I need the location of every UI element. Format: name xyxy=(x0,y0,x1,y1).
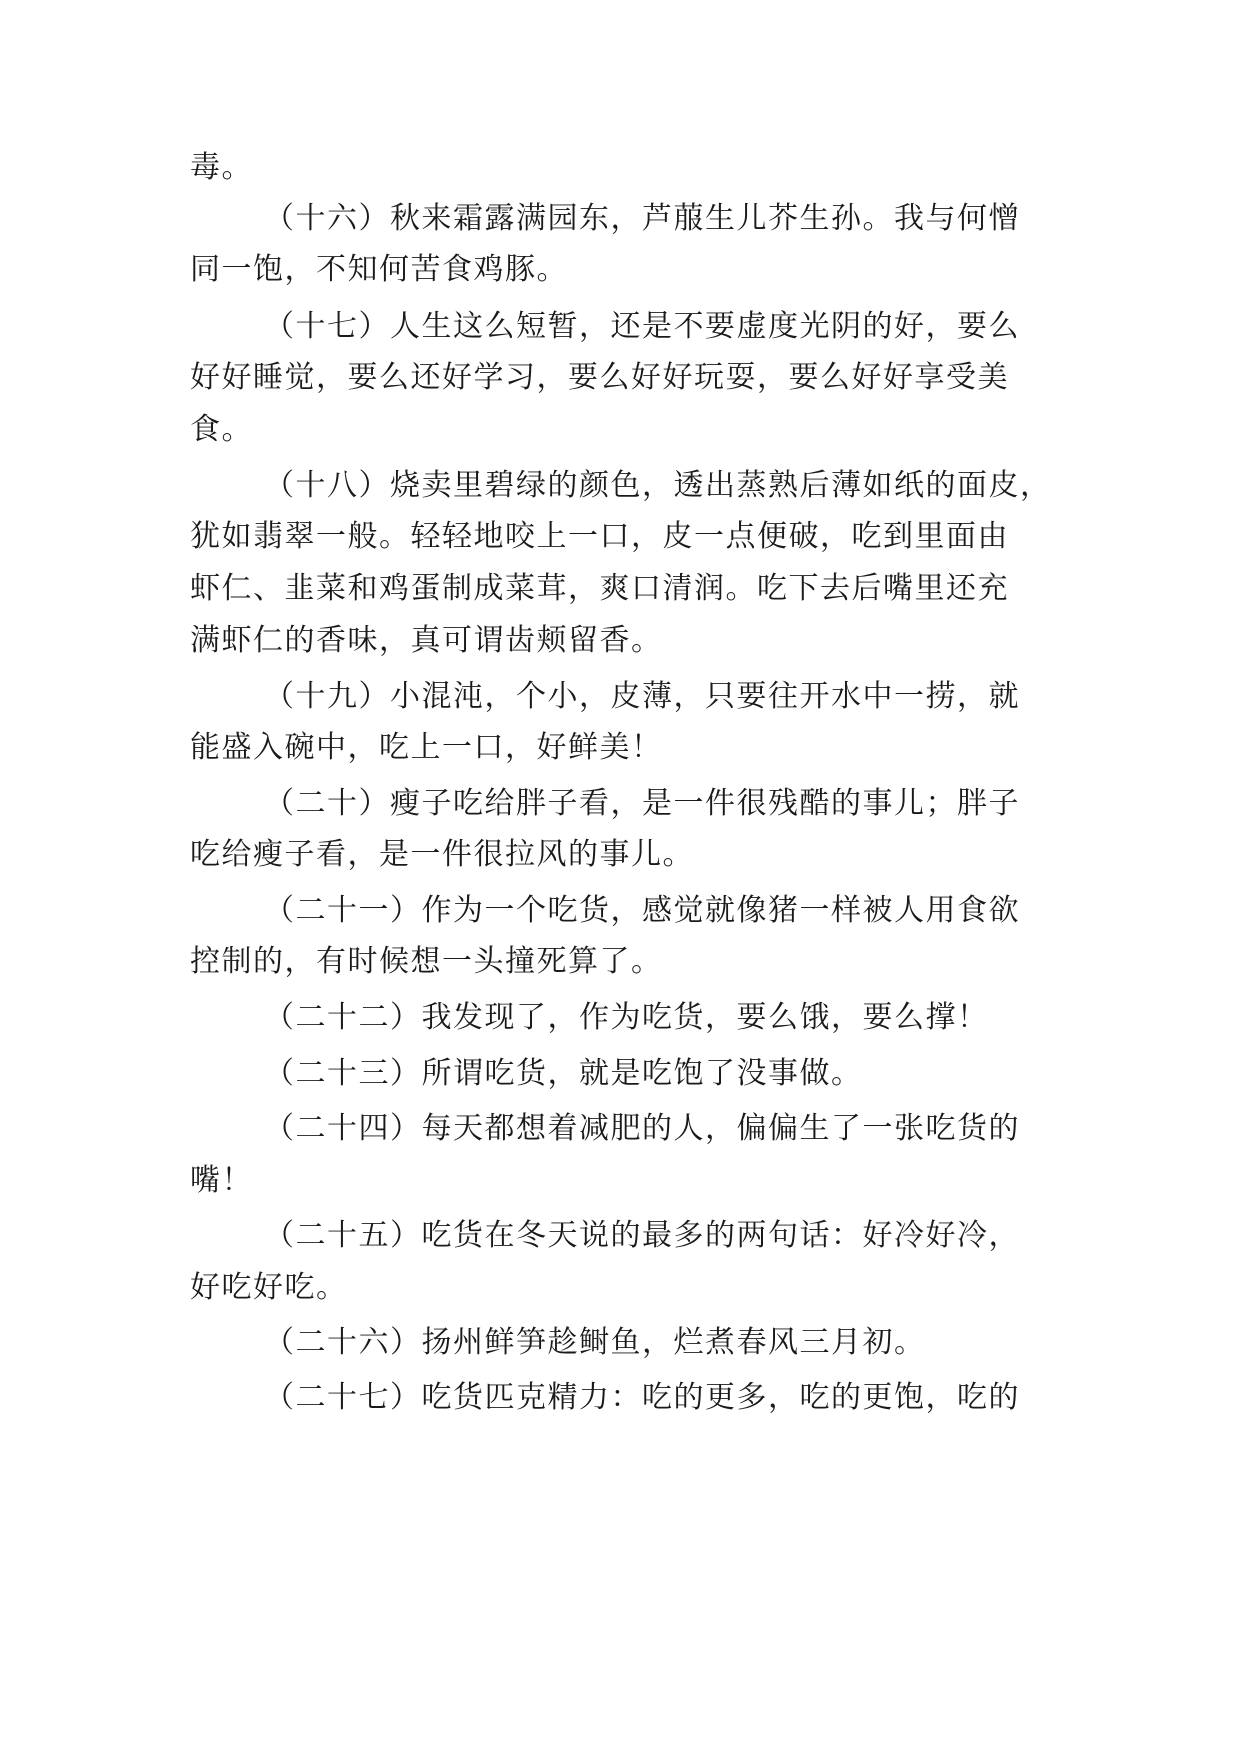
text-line: 同一饱，不知何苦食鸡豚。 xyxy=(190,252,568,287)
text-line: （二十一）作为一个吃货，感觉就像猪一样被人用食欲 xyxy=(264,893,1020,928)
text-line: 能盛入碗中，吃上一口，好鲜美！ xyxy=(190,730,663,765)
text-line: 毒。 xyxy=(190,150,253,185)
text-line: 控制的，有时候想一头撞死算了。 xyxy=(190,944,663,979)
text-line: （十六）秋来霜露满园东，芦菔生儿芥生孙。我与何憎 xyxy=(264,201,1020,236)
text-line: 好好睡觉，要么还好学习，要么好好玩耍，要么好好享受美 xyxy=(190,360,1009,395)
text-line: （十八）烧卖里碧绿的颜色，透出蒸熟后薄如纸的面皮， xyxy=(264,468,1052,503)
text-line: 食。 xyxy=(190,412,253,447)
text-line: （二十七）吃货匹克精力：吃的更多，吃的更饱，吃的 xyxy=(264,1380,1020,1415)
text-line: 嘴！ xyxy=(190,1163,253,1198)
text-line: 满虾仁的香味，真可谓齿颊留香。 xyxy=(190,623,663,658)
text-line: 好吃好吃。 xyxy=(190,1270,348,1305)
text-line: （十七）人生这么短暂，还是不要虚度光阴的好，要么 xyxy=(264,309,1020,344)
text-line: 犹如翡翠一般。轻轻地咬上一口，皮一点便破，吃到里面由 xyxy=(190,519,1009,554)
text-line: （二十四）每天都想着减肥的人，偏偏生了一张吃货的 xyxy=(264,1111,1020,1146)
text-line: （二十三）所谓吃货，就是吃饱了没事做。 xyxy=(264,1056,863,1091)
text-line: （二十二）我发现了，作为吃货，要么饿，要么撑！ xyxy=(264,1000,989,1035)
text-line: （二十五）吃货在冬天说的最多的两句话：好冷好冷， xyxy=(264,1218,1020,1253)
text-line: 虾仁、韭菜和鸡蛋制成菜茸，爽口清润。吃下去后嘴里还充 xyxy=(190,571,1009,606)
text-line: 吃给瘦子看，是一件很拉风的事儿。 xyxy=(190,837,694,872)
text-line: （二十六）扬州鲜笋趁鲥鱼，烂煮春风三月初。 xyxy=(264,1325,926,1360)
text-line: （二十）瘦子吃给胖子看，是一件很残酷的事儿；胖子 xyxy=(264,786,1020,821)
text-line: （十九）小混沌，个小，皮薄，只要往开水中一捞，就 xyxy=(264,679,1020,714)
